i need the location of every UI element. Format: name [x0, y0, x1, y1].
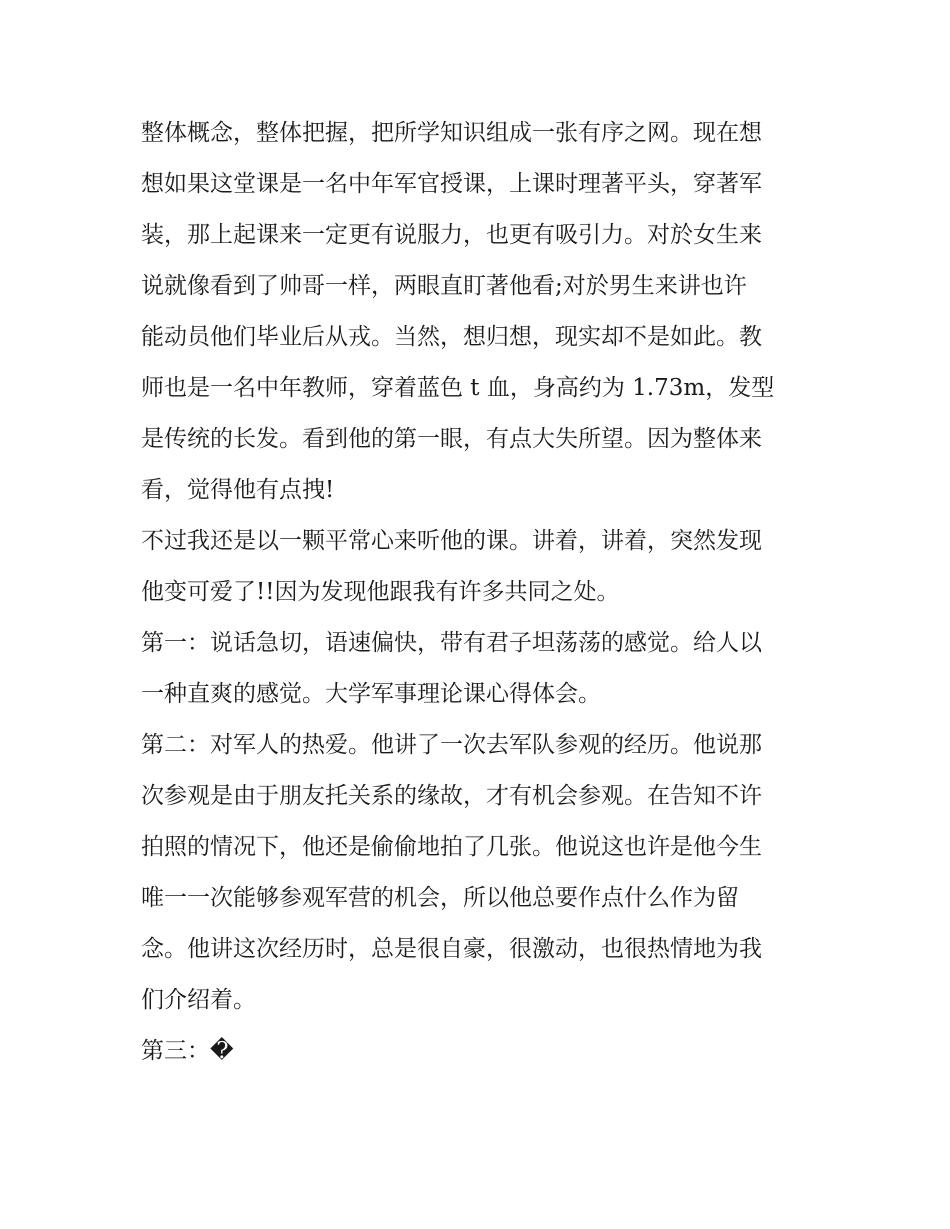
- text-line: 念。他讲这次经历时，总是很自豪，很激动，也很热情地为我: [141, 936, 762, 962]
- text-line: 次参观是由于朋友托关系的缘故，才有机会参观。在告知不许: [141, 783, 762, 809]
- text-line: 看，觉得他有点拽!: [141, 477, 335, 503]
- text-line: 能动员他们毕业后从戎。当然，想归想，现实却不是如此。教: [141, 324, 762, 350]
- text-line: 想如果这堂课是一名中年军官授课，上课时理著平头，穿著军: [141, 171, 762, 197]
- body-text: [141, 108, 813, 1077]
- text-line: 师也是一名中年教师，穿着蓝色 t 血，身高约为 1.73m，发型: [141, 375, 775, 401]
- text-line: 装，那上起课来一定更有说服力，也更有吸引力。对於女生来: [141, 222, 762, 248]
- text-line: 他变可爱了!!因为发现他跟我有许多共同之处。: [141, 579, 620, 605]
- text-line: 第一：说话急切，语速偏快，带有君子坦荡荡的感觉。给人以: [141, 630, 762, 656]
- text-line: 们介绍着。: [141, 987, 256, 1013]
- text-line: 是传统的长发。看到他的第一眼，有点大失所望。因为整体来: [141, 426, 762, 452]
- text-line: 第三：�: [141, 1038, 234, 1064]
- text-line: 唯一一次能够参观军营的机会，所以他总要作点什么作为留: [141, 885, 739, 911]
- text-line: 第二：对军人的热爱。他讲了一次去军队参观的经历。他说那: [141, 732, 762, 758]
- text-line: 说就像看到了帅哥一样，两眼直盯著他看;对於男生来讲也许: [141, 273, 747, 299]
- text-line: 拍照的情况下，他还是偷偷地拍了几张。他说这也许是他今生: [141, 834, 762, 860]
- text-line: 一种直爽的感觉。大学军事理论课心得体会。: [141, 681, 601, 707]
- text-line: 整体概念，整体把握，把所学知识组成一张有序之网。现在想: [141, 120, 762, 146]
- text-line: 不过我还是以一颗平常心来听他的课。讲着，讲着，突然发现: [141, 528, 762, 554]
